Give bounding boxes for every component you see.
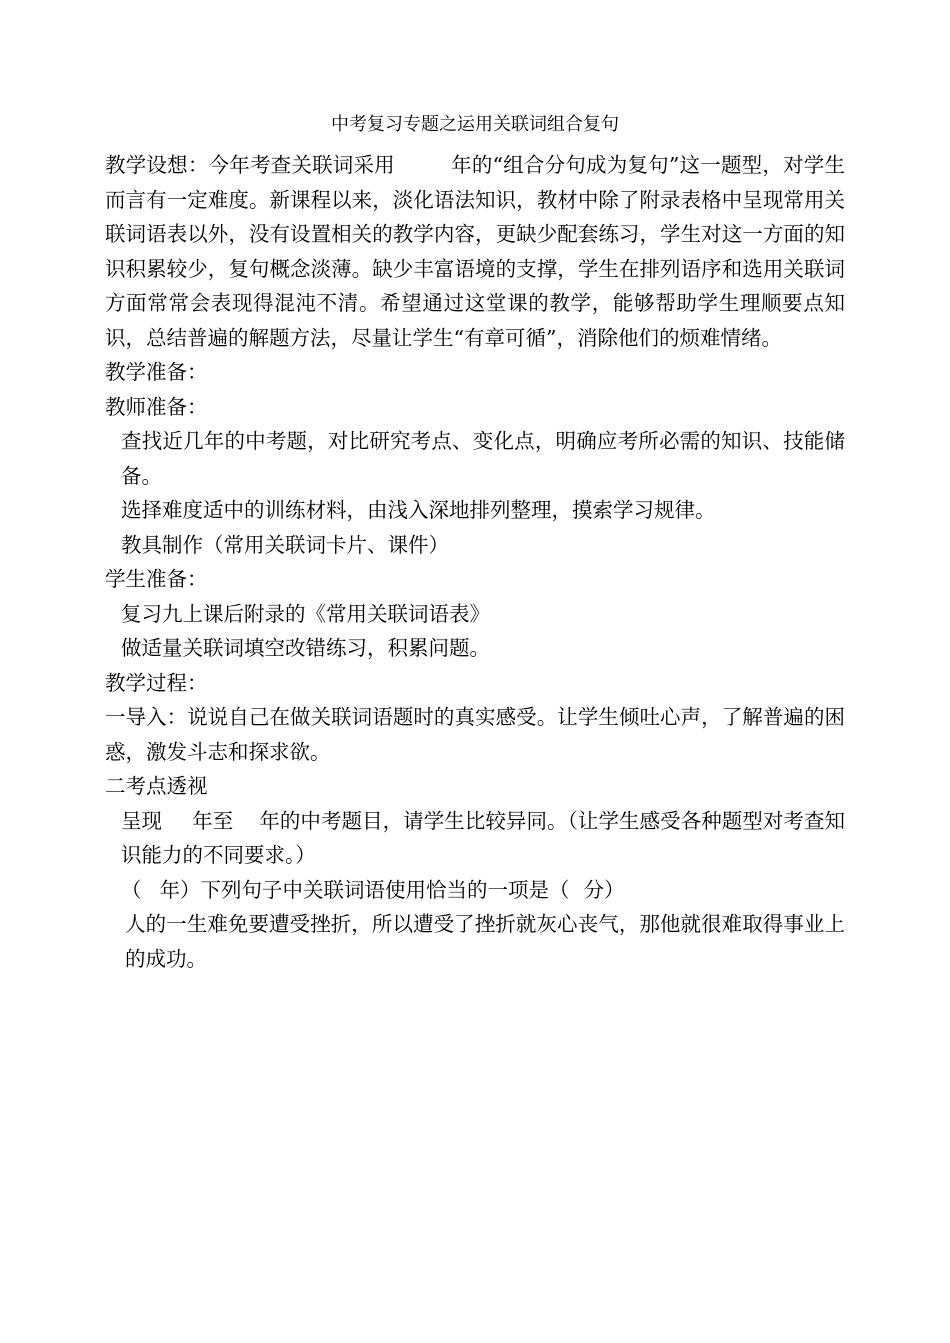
intro-paragraph xyxy=(105,148,845,355)
page-title: 中考复习专题之运用关联词组合复句 xyxy=(331,114,619,135)
teacher-prep-item: 教具制作（常用关联词卡片、课件） xyxy=(121,532,449,557)
question-part3: 分） xyxy=(583,877,625,902)
intro-prefix: 教学设想：今年考查关联词采用 xyxy=(105,153,395,177)
student-prep-heading: 学生准备： xyxy=(105,567,208,591)
document-body xyxy=(105,148,845,976)
teacher-prep-item: 选择难度适中的训练材料，由浅入深地排列整理，摸索学习规律。 xyxy=(121,498,716,522)
question-part2: 年）下列句子中关联词语使用恰当的一项是（ xyxy=(159,877,570,902)
process-heading: 教学过程： xyxy=(105,670,208,695)
step1-paragraph: 一导入：说说自己在做关联词语题时的真实感受。让学生倾吐心声，了解普遍的困惑，激发斗志和探求欲。 xyxy=(105,705,845,764)
question-line xyxy=(105,873,845,908)
step2-part2: 年至 xyxy=(192,808,234,833)
prep-heading: 教学准备： xyxy=(105,360,208,384)
student-prep-item: 做适量关联词填空改错练习，积累问题。 xyxy=(121,636,490,660)
step2-heading: 二考点透视 xyxy=(105,774,208,798)
example-sentence: 人的一生难免要遭受挫折，所以遭受了挫折就灰心丧气，那他就很难取得事业上的成功。 xyxy=(125,912,845,971)
teacher-prep-item: 查找近几年的中考题，对比研究考点、变化点，明确应考所必需的知识、技能储备。 xyxy=(121,429,845,488)
intro-suffix: 年的“组合分句成为复句”这一题型，对学生而言有一定难度。新课程以来，淡化语法知识，教材中除了附录表格中呈现常用关联词语表以外，没有设置相关的教学内容，更缺少配套练习，学生对这一方面的知识积累较少，复句概念淡薄。缺少丰富语境的支撑，学生在排列语序和选用关联词方面常常会表现得混沌不清。希望通过这堂课的教学，能够帮助学生理顺要点知识，总结普遍的解题方法，尽量让学生“有章可循”，消除他们的烦难情绪。 xyxy=(105,153,846,350)
student-prep-item: 复习九上课后附录的《常用关联词语表》 xyxy=(121,601,490,626)
teacher-prep-heading: 教师准备： xyxy=(105,394,208,419)
question-part1: （ xyxy=(121,877,142,902)
step2-part3: 年的中考题目，请学生比较异同。（让学生感受各种题型对考查知识能力的不同要求。） xyxy=(121,808,846,867)
step2-paragraph xyxy=(105,804,845,873)
step2-part1: 呈现 xyxy=(121,808,163,833)
